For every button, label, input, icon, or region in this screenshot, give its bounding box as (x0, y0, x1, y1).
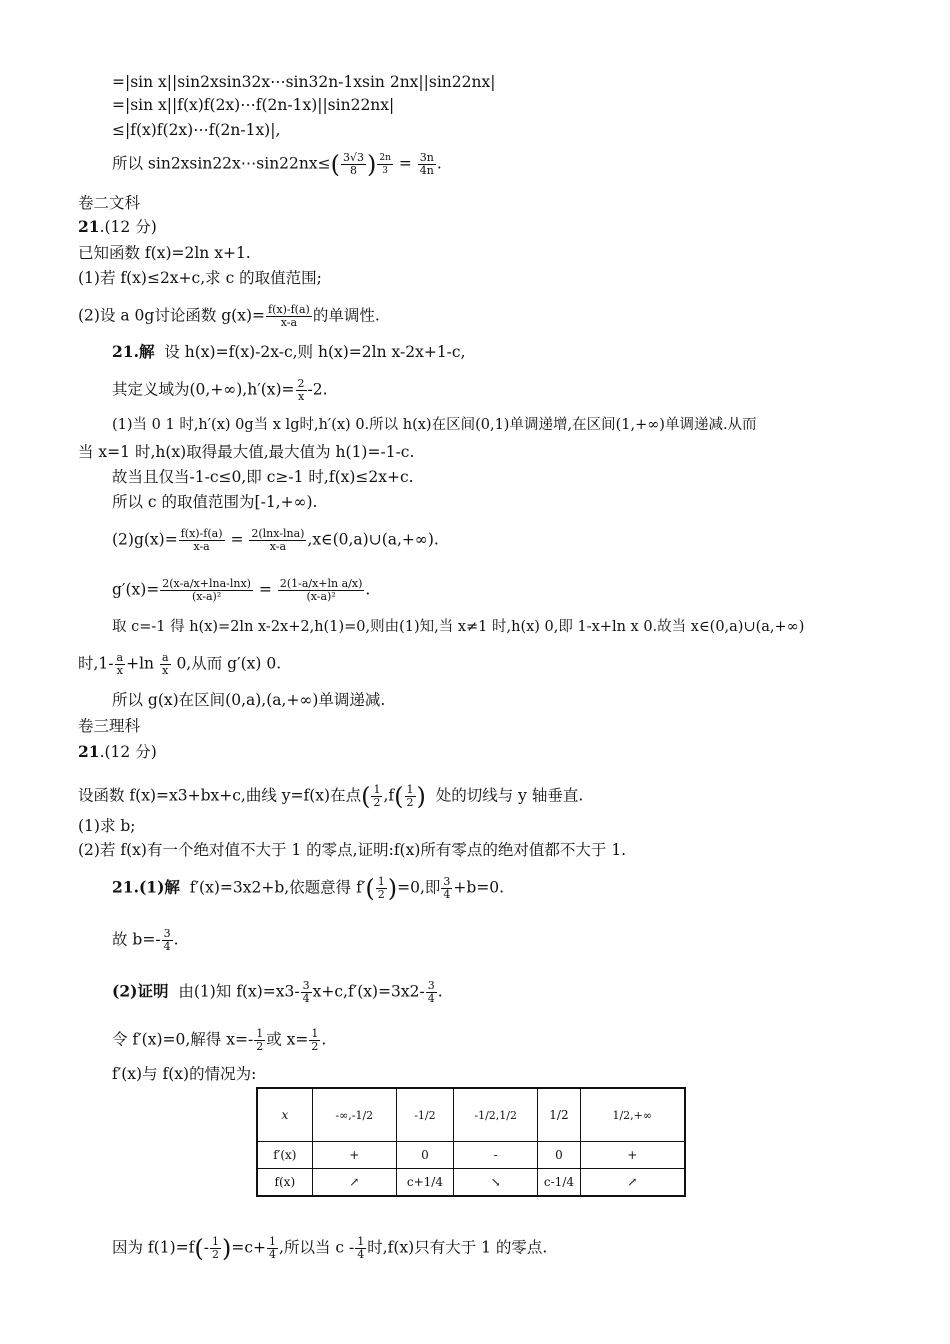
text: -2. (307, 380, 328, 399)
eq-line-3: ≤|f(x)f(2x)⋯f(2n-1x)|, (112, 121, 281, 139)
table-cell: 1/2,+∞ (580, 1088, 685, 1142)
proof-line-2 (78, 652, 281, 677)
frac-num: 2 (297, 377, 305, 390)
frac-den: (x-a)² (191, 590, 222, 603)
frac-den: x-a (280, 316, 298, 329)
question-21-heading (78, 217, 157, 237)
paren-right: ) (416, 782, 426, 811)
fraction (210, 1236, 221, 1261)
text: 或 x= (266, 1030, 309, 1049)
eq-line-2: =|sin x||f(x)f(2x)⋯f(2n-1x)||sin22nx| (112, 96, 395, 114)
fraction (179, 528, 225, 553)
text: 时,1- (78, 654, 114, 673)
frac-den: 4 (302, 992, 310, 1005)
frac-num: a (116, 651, 124, 664)
proof-label: (2)证明 (112, 981, 169, 1001)
frac-den: 4 (269, 1248, 277, 1261)
question-21b-heading (78, 742, 157, 762)
solution-line-2 (112, 378, 328, 403)
frac-den: 2 (311, 1040, 319, 1053)
fraction (160, 652, 171, 677)
table-cell: 0 (538, 1142, 580, 1169)
frac-num: 1 (269, 1235, 277, 1248)
paren-left: ( (330, 150, 340, 179)
g-derivative-line (112, 578, 370, 603)
proof-line-1: 取 c=-1 得 h(x)=2ln x-2x+2,h(1)=0,则由(1)知,当 x≠1 时,h(x) 0,即 1-x+ln x 0.故当 x∈(0,a)∪(a,+∞) (112, 619, 805, 635)
text: 0,从而 g′(x) 0. (171, 654, 282, 673)
fraction (309, 1028, 320, 1053)
paren-left: ( (365, 874, 375, 903)
fraction (115, 652, 126, 677)
text: ,所以当 c - (279, 1238, 355, 1257)
question-statement: 已知函数 f(x)=2ln x+1. (78, 244, 251, 262)
conclusion-line (112, 1236, 547, 1261)
problem-part-2: (2)若 f(x)有一个绝对值不大于 1 的零点,证明:f(x)所有零点的绝对值都不大于 1. (78, 841, 627, 859)
text: =0,即 (397, 878, 441, 897)
text: ,f (383, 786, 395, 805)
paren-left: ( (394, 782, 404, 811)
text: +b=0. (453, 878, 505, 897)
question-part-1: (1)若 f(x)≤2x+c,求 c 的取值范围; (78, 269, 322, 287)
frac-den: 4n (419, 164, 434, 177)
frac-num: 1 (211, 1235, 219, 1248)
fraction (267, 1236, 278, 1261)
answer-line-2 (112, 928, 179, 953)
answer-line-1 (112, 876, 504, 901)
paren-right: ) (367, 150, 377, 179)
frac-num: 1 (256, 1027, 264, 1040)
frac-num: 2(1-a/x+ln a/x) (279, 577, 363, 590)
text: 故 b=- (112, 930, 161, 949)
table-cell: 1/2 (538, 1088, 580, 1142)
text: ,x∈(0,a)∪(a,+∞). (307, 530, 439, 549)
question-number: 21 (78, 217, 100, 236)
text: +ln (126, 654, 159, 673)
fraction (296, 378, 307, 403)
text: (2)g(x)= (112, 530, 178, 549)
frac-num: 2(lnx-lna) (251, 527, 305, 540)
text: 其定义域为(0,+∞),h′(x)= (112, 380, 295, 399)
solution-label: .解 (133, 342, 155, 361)
frac-den: x (116, 664, 123, 677)
exponent-fraction (377, 152, 393, 177)
paren-left: ( (194, 1234, 204, 1263)
answer-line-3 (112, 980, 443, 1005)
question-part-2 (78, 304, 380, 329)
text: 时,f(x)只有大于 1 的零点. (367, 1238, 548, 1257)
frac-den: 2 (256, 1040, 264, 1053)
frac-num: 3 (302, 979, 310, 992)
frac-num: 1 (373, 783, 381, 796)
text: . (173, 930, 179, 949)
frac-den: (x-a)² (306, 590, 336, 603)
frac-den: 2 (211, 1248, 219, 1261)
table-cell: f′(x) (257, 1142, 312, 1169)
text: x+c,f′(x)=3x2- (312, 982, 425, 1001)
table-row (257, 1088, 685, 1142)
eq-line-4 (112, 152, 442, 177)
frac-den: 4 (443, 888, 451, 901)
frac-num: 3 (427, 979, 435, 992)
text: 设函数 f(x)=x3+bx+c,曲线 y=f(x)在点 (78, 786, 362, 805)
text: . (437, 982, 443, 1001)
table-cell: -∞,-1/2 (312, 1088, 396, 1142)
proof-line-3: 所以 g(x)在区间(0,a),(a,+∞)单调递减. (112, 691, 386, 709)
frac-den: 2 (373, 796, 381, 809)
table-cell: x (257, 1088, 312, 1142)
frac-num: f(x)-f(a) (268, 303, 310, 316)
text: . (321, 1030, 327, 1049)
answer-line-5: f′(x)与 f(x)的情况为: (112, 1065, 257, 1083)
answer-number: 21 (112, 877, 134, 897)
frac-den: x (162, 664, 169, 677)
equals-sign: = (398, 154, 412, 173)
table-row (257, 1169, 685, 1197)
frac-num: 2(x-a/x+lna-lnx) (162, 577, 251, 590)
fraction (371, 784, 382, 809)
solution-number: 21 (112, 342, 134, 361)
frac-den: x (297, 390, 305, 403)
fraction (441, 876, 452, 901)
table-row (257, 1142, 685, 1169)
equals-sign: = (230, 530, 244, 549)
table-cell: -1/2,1/2 (454, 1088, 538, 1142)
text: =c+ (231, 1238, 267, 1257)
fraction (301, 980, 312, 1005)
text: . (365, 580, 371, 599)
frac-num: a (161, 651, 169, 664)
frac-den: x-a (193, 540, 210, 553)
fraction (162, 928, 173, 953)
frac-num: 3n (419, 151, 434, 164)
table-cell: - (454, 1142, 538, 1169)
fraction (254, 1028, 265, 1053)
frac-num: 1 (357, 1235, 365, 1248)
text: 设 h(x)=f(x)-2x-c,则 h(x)=2ln x-2x+1-c, (164, 343, 466, 361)
frac-den: 4 (427, 992, 435, 1005)
frac-den: 4 (357, 1248, 365, 1261)
equals-sign: = (258, 580, 272, 599)
text: 的单调性. (312, 306, 380, 325)
answer-label: .(1)解 (133, 877, 180, 897)
eq-line-4-pre: 所以 sin2xsin22x⋯sin22nx≤ (112, 154, 331, 173)
table-cell: ↗ (312, 1169, 396, 1197)
question-score: .(12 分) (99, 743, 157, 761)
text: 因为 f(1)=f (112, 1238, 195, 1257)
paren-left: ( (361, 782, 371, 811)
paren-right: ) (221, 1234, 232, 1263)
frac-den: x-a (269, 540, 287, 553)
fraction (405, 784, 416, 809)
frac-den: 2 (377, 888, 385, 901)
solution-line-3: (1)当 0 1 时,h′(x) 0g当 x lg时,h′(x) 0.所以 h(x)在区间(0,1)单调递增,在区间(1,+∞)单调递减.从而 (112, 417, 757, 433)
text: f′(x)=3x2+b,依题意得 f′ (189, 878, 366, 897)
eq-line-1: =|sin x||sin2xsin32x⋯sin32n-1xsin 2nx||sin22nx| (112, 73, 496, 91)
fraction (418, 152, 436, 177)
exp-den: 3 (382, 166, 389, 176)
table-cell: + (580, 1142, 685, 1169)
exp-num: 2n (379, 153, 391, 163)
section-3-title: 卷三理科 (78, 717, 141, 735)
text: 由(1)知 f(x)=x3- (178, 982, 300, 1001)
solution-line-6: 所以 c 的取值范围为[-1,+∞). (112, 493, 318, 511)
table-cell: ↗ (580, 1169, 685, 1197)
problem-part-1: (1)求 b; (78, 817, 136, 835)
frac-num: 3 (443, 875, 451, 888)
solution-line-4: 当 x=1 时,h(x)取得最大值,最大值为 h(1)=-1-c. (78, 443, 415, 461)
fraction (266, 304, 312, 329)
table-cell: f(x) (257, 1169, 312, 1197)
frac-num: 3√3 (343, 151, 365, 164)
fraction (355, 1236, 366, 1261)
problem-statement (78, 784, 583, 809)
fraction (249, 528, 306, 553)
frac-num: 1 (406, 783, 414, 796)
g-expression-line (112, 528, 439, 553)
fraction (341, 152, 366, 177)
question-score: .(12 分) (99, 218, 157, 236)
frac-den: 8 (350, 164, 357, 177)
frac-num: f(x)-f(a) (180, 527, 223, 540)
fraction (376, 876, 387, 901)
text: 处的切线与 y 轴垂直. (435, 786, 584, 805)
period: . (436, 154, 442, 173)
table-cell: ↘ (454, 1169, 538, 1197)
table-cell: c+1/4 (396, 1169, 453, 1197)
table-cell: 0 (396, 1142, 453, 1169)
fraction (278, 578, 365, 603)
text: 令 f′(x)=0,解得 x=- (112, 1030, 254, 1049)
frac-num: 3 (163, 927, 171, 940)
frac-den: 4 (163, 940, 171, 953)
frac-num: 1 (311, 1027, 319, 1040)
text: g′(x)= (112, 580, 160, 599)
frac-den: 2 (406, 796, 414, 809)
sign-table (256, 1087, 686, 1197)
frac-num: 1 (377, 875, 385, 888)
text: (2)设 a 0g讨论函数 g(x)= (78, 306, 266, 325)
fraction (160, 578, 253, 603)
table-cell: c-1/4 (538, 1169, 580, 1197)
paren-right: ) (387, 874, 398, 903)
question-number: 21 (78, 742, 100, 761)
answer-line-4 (112, 1028, 326, 1053)
table-cell: -1/2 (396, 1088, 453, 1142)
section-2-title: 卷二文科 (78, 194, 141, 212)
table-cell: + (312, 1142, 396, 1169)
solution-line-5: 故当且仅当-1-c≤0,即 c≥-1 时,f(x)≤2x+c. (112, 468, 414, 486)
text: - (203, 1238, 209, 1257)
fraction (426, 980, 437, 1005)
solution-line-1 (112, 342, 466, 362)
